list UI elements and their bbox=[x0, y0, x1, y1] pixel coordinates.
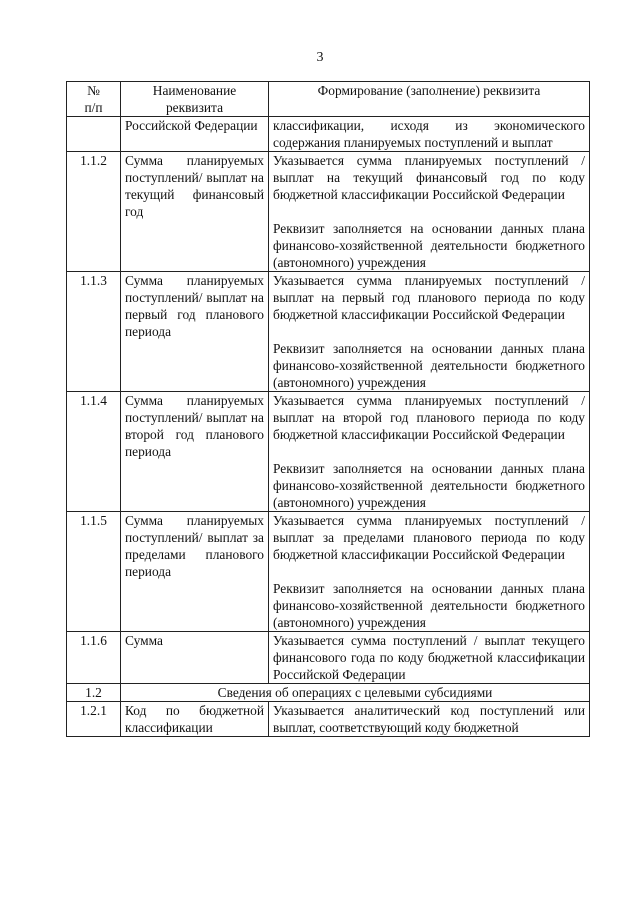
row-number: 1.1.2 bbox=[67, 152, 121, 272]
description-note: Реквизит заполняется на основании данных плана финансово-хозяйственной деятельности бюджетного (автономного) учреждения bbox=[273, 581, 585, 630]
row-number: 1.1.5 bbox=[67, 512, 121, 632]
table-row bbox=[67, 117, 590, 152]
row-number bbox=[67, 117, 121, 152]
row-description bbox=[269, 272, 590, 392]
row-description: Указывается аналитический код поступлений или выплат, соответствующий коду бюджетной bbox=[269, 702, 590, 737]
row-requisite-name: Сумма планируемых поступлений/ выплат на первый год планового периода bbox=[121, 272, 269, 392]
row-number: 1.1.6 bbox=[67, 632, 121, 684]
requisites-table bbox=[66, 81, 590, 737]
header-number: № п/п bbox=[67, 82, 121, 117]
description-text: Указывается сумма планируемых поступлений / выплат за пределами планового периода по коду бюджетной классификации Российской Федерации bbox=[273, 513, 585, 562]
section-title: Сведения об операциях с целевыми субсидиями bbox=[121, 684, 590, 702]
description-note: Реквизит заполняется на основании данных плана финансово-хозяйственной деятельности бюджетного (автономного) учреждения bbox=[273, 341, 585, 390]
page-number: 3 bbox=[316, 50, 324, 65]
table-row bbox=[67, 392, 590, 512]
description-note: Реквизит заполняется на основании данных плана финансово-хозяйственной деятельности бюджетного (автономного) учреждения bbox=[273, 221, 585, 270]
row-requisite-name: Сумма планируемых поступлений/ выплат на текущий финансовый год bbox=[121, 152, 269, 272]
table-row bbox=[67, 512, 590, 632]
row-requisite-name: Сумма bbox=[121, 632, 269, 684]
row-requisite-name: Код по бюджетной классификации bbox=[121, 702, 269, 737]
row-number: 1.1.4 bbox=[67, 392, 121, 512]
section-number: 1.2 bbox=[67, 684, 121, 702]
row-description: классификации, исходя из экономического содержания планируемых поступлений и выплат bbox=[269, 117, 590, 152]
table-row bbox=[67, 702, 590, 737]
row-description: Указывается сумма поступлений / выплат текущего финансового года по коду бюджетной классификации Российской Федерации bbox=[269, 632, 590, 684]
table-row bbox=[67, 272, 590, 392]
description-text: Указывается сумма планируемых поступлений / выплат на второй год планового периода по коду бюджетной классификации Российской Федерации bbox=[273, 393, 585, 442]
table-row bbox=[67, 632, 590, 684]
row-number: 1.1.3 bbox=[67, 272, 121, 392]
row-requisite-name: Сумма планируемых поступлений/ выплат на второй год планового периода bbox=[121, 392, 269, 512]
table-row bbox=[67, 152, 590, 272]
section-row bbox=[67, 684, 590, 702]
row-description bbox=[269, 512, 590, 632]
row-requisite-name: Российской Федерации bbox=[121, 117, 269, 152]
description-note: Реквизит заполняется на основании данных плана финансово-хозяйственной деятельности бюджетного (автономного) учреждения bbox=[273, 461, 585, 510]
row-requisite-name: Сумма планируемых поступлений/ выплат за пределами планового периода bbox=[121, 512, 269, 632]
row-number: 1.2.1 bbox=[67, 702, 121, 737]
description-text: Указывается сумма планируемых поступлений / выплат на первый год планового периода по коду бюджетной классификации Российской Федерации bbox=[273, 273, 585, 322]
description-text: Указывается сумма планируемых поступлений / выплат на текущий финансовый год по коду бюджетной классификации Российской Федерации bbox=[273, 153, 585, 202]
row-description bbox=[269, 152, 590, 272]
header-requisite-name: Наименование реквизита bbox=[121, 82, 269, 117]
header-filling-rule: Формирование (заполнение) реквизита bbox=[269, 82, 590, 117]
table-header-row bbox=[67, 82, 590, 117]
row-description bbox=[269, 392, 590, 512]
